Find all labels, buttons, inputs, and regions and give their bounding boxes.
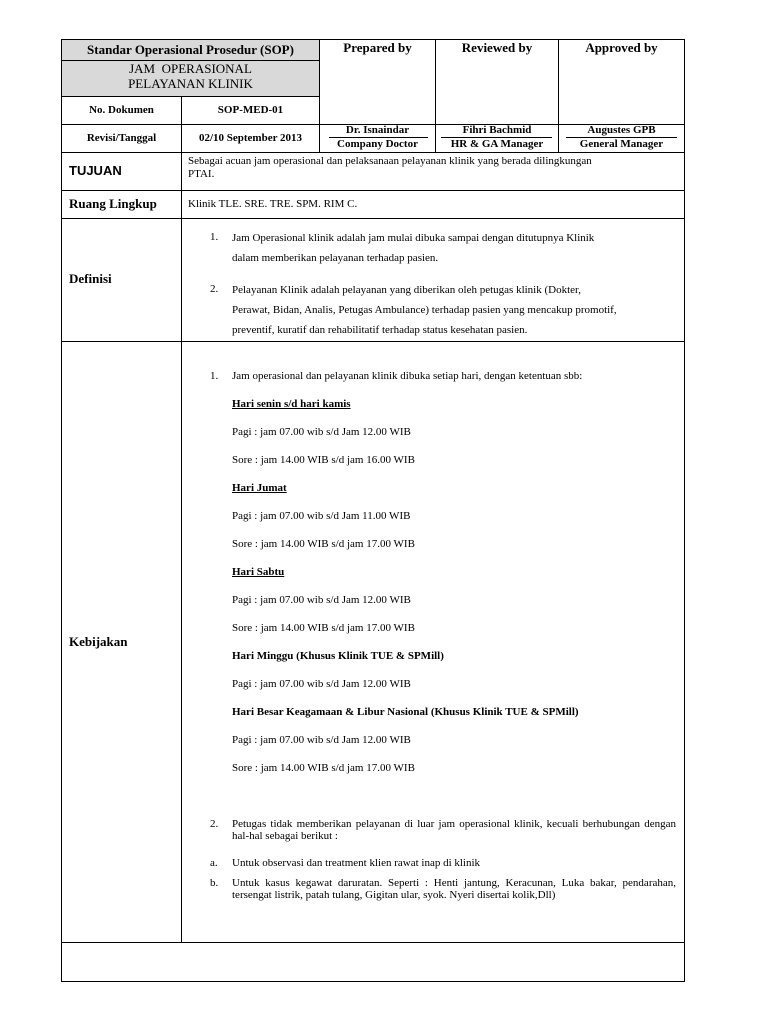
schedule-pagi: Pagi : jam 07.00 wib s/d Jam 11.00 WIB	[232, 510, 411, 522]
sub-item-text: Untuk observasi dan treatment klien rawat inap di klinik	[232, 857, 481, 869]
sub-item-letter: a.	[210, 857, 218, 869]
rule	[61, 96, 320, 97]
rule	[181, 96, 182, 942]
reviewed-by-role: HR & GA Manager	[450, 138, 544, 150]
approved-by-name: Augustes GPB	[587, 124, 656, 136]
revisi-label: Revisi/Tanggal	[86, 132, 157, 144]
document-title-line-2: PELAYANAN KLINIK	[128, 76, 253, 91]
prepared-by-name: Dr. Isnaindar	[345, 124, 410, 136]
tujuan-text-line-1: Sebagai acuan jam operasional dan pelaksanaan pelayanan klinik yang berada dilingkungan	[188, 155, 592, 167]
rule	[61, 341, 685, 342]
schedule-sore: Sore : jam 14.00 WIB s/d jam 16.00 WIB	[232, 454, 415, 466]
schedule-pagi: Pagi : jam 07.00 wib s/d Jam 12.00 WIB	[232, 594, 411, 606]
rule	[61, 152, 685, 153]
tujuan-text-line-2: PTAI.	[188, 168, 215, 180]
approved-by-label: Approved by	[585, 40, 658, 55]
definisi-item	[232, 228, 677, 268]
definisi-item-number: 1.	[210, 231, 219, 243]
reviewed-by-name: Fihri Bachmid	[462, 124, 532, 136]
reviewed-by-label: Reviewed by	[461, 40, 533, 55]
kebijakan-item-text: Petugas tidak memberikan pelayanan di luar jam operasional klinik, kecuali berhubungan dengan hal-hal sebagai berikut :	[232, 818, 676, 842]
schedule-day: Hari Besar Keagamaan & Libur Nasional (Khusus Klinik TUE & SPMill)	[232, 706, 579, 718]
definisi-item	[232, 280, 677, 340]
rule	[61, 942, 685, 943]
schedule-sore: Sore : jam 14.00 WIB s/d jam 17.00 WIB	[232, 538, 415, 550]
rule	[61, 190, 685, 191]
prepared-by-role: Company Doctor	[337, 138, 418, 150]
no-dokumen-label: No. Dokumen	[89, 104, 154, 116]
schedule-pagi: Pagi : jam 07.00 wib s/d Jam 12.00 WIB	[232, 678, 411, 690]
kebijakan-item-text: Jam operasional dan pelayanan klinik dibuka setiap hari, dengan ketentuan sbb:	[232, 370, 583, 382]
sub-item-text: Untuk kasus kegawat daruratan. Seperti : Henti jantung, Keracunan, Luka bakar, pendarahan, tersengat listrik, patah tulang, Gigitan ular, syok. Nyeri disertai kolik,Dll)	[232, 877, 676, 901]
kebijakan-item-number: 2.	[210, 818, 219, 830]
rule	[61, 218, 685, 219]
definisi-item-line: Perawat, Bidan, Analis, Petugas Ambulance) terhadap pasien yang mencakup promotif,	[232, 304, 617, 316]
schedule-day: Hari Jumat	[232, 482, 287, 494]
kebijakan-label: Kebijakan	[69, 634, 128, 649]
schedule-pagi: Pagi : jam 07.00 wib s/d Jam 12.00 WIB	[232, 426, 411, 438]
schedule-day: Hari Sabtu	[232, 566, 285, 578]
definisi-label: Definisi	[69, 271, 112, 286]
ruang-lingkup-label: Ruang Lingkup	[69, 196, 157, 211]
prepared-by-label: Prepared by	[343, 40, 412, 55]
approved-by-role: General Manager	[579, 138, 664, 150]
ruang-lingkup-text: Klinik TLE. SRE. TRE. SPM. RIM C.	[188, 198, 358, 210]
definisi-item-line: Jam Operasional klinik adalah jam mulai dibuka sampai dengan ditutupnya Klinik	[232, 232, 595, 244]
schedule-sore: Sore : jam 14.00 WIB s/d jam 17.00 WIB	[232, 762, 415, 774]
schedule-day: Hari Minggu (Khusus Klinik TUE & SPMill)	[232, 650, 444, 662]
sop-title: Standar Operasional Prosedur (SOP)	[87, 42, 294, 57]
schedule-sore: Sore : jam 14.00 WIB s/d jam 17.00 WIB	[232, 622, 415, 634]
tujuan-label: TUJUAN	[69, 163, 122, 178]
document-title-line-1: JAM OPERASIONAL	[129, 61, 252, 76]
sub-item-letter: b.	[210, 877, 219, 889]
no-dokumen-value: SOP-MED-01	[217, 104, 284, 116]
schedule-pagi: Pagi : jam 07.00 wib s/d Jam 12.00 WIB	[232, 734, 411, 746]
definisi-item-line: preventif, kuratif dan rehabilitatif terhadap status kesehatan pasien.	[232, 324, 528, 336]
definisi-item-line: dalam memberikan pelayanan terhadap pasien.	[232, 252, 439, 264]
kebijakan-item-number: 1.	[210, 370, 219, 382]
definisi-item-number: 2.	[210, 283, 219, 295]
revisi-value: 02/10 September 2013	[198, 132, 303, 144]
definisi-item-line: Pelayanan Klinik adalah pelayanan yang diberikan oleh petugas klinik (Dokter,	[232, 284, 582, 296]
schedule-day: Hari senin s/d hari kamis	[232, 398, 351, 410]
